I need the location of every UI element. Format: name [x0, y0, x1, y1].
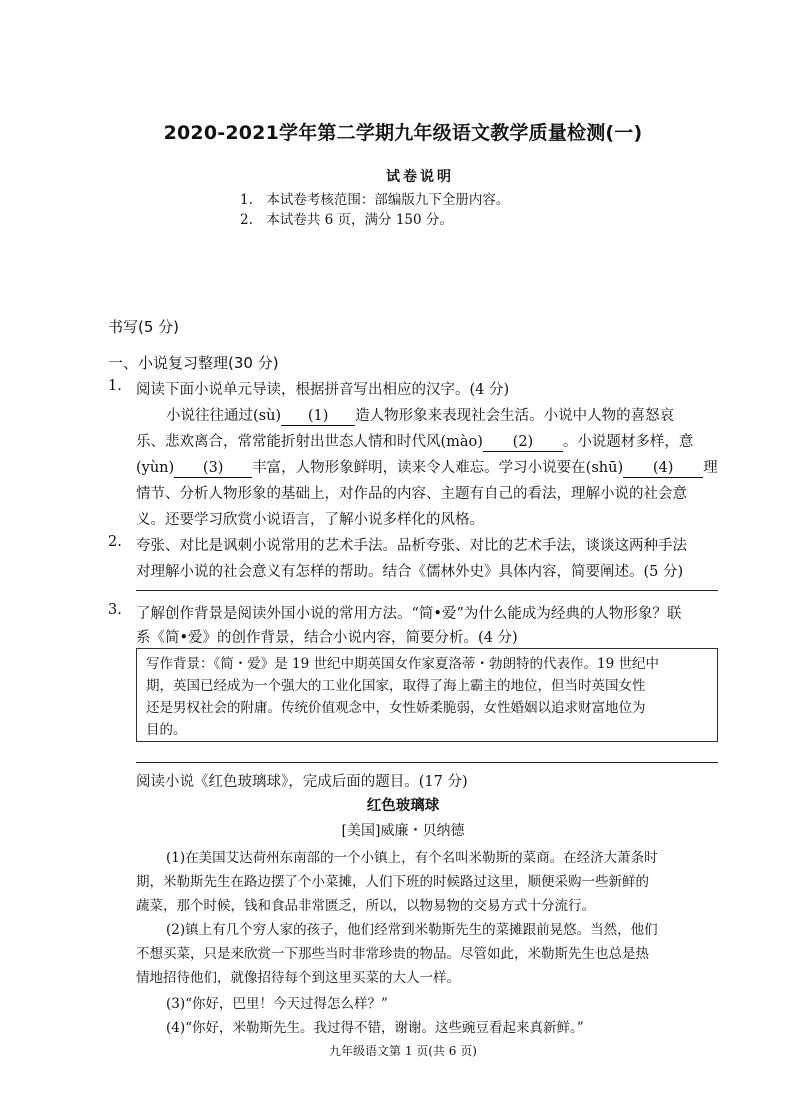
- notice-item: 1. 本试卷考核范围：部编版九下全册内容。: [240, 192, 510, 208]
- passage-line: 义。还要学习欣赏小说语言，了解小说多样化的风格。: [136, 512, 484, 528]
- background-text: 写作背景：《简・爱》是 19 世纪中期英国女作家夏洛蒂・勃朗特的代表作。19 世纪中: [146, 656, 659, 672]
- notice-heading: 试卷说明: [386, 169, 454, 185]
- story-line: (1)在美国艾达荷州东南部的一个小镇上，有个名叫米勒斯的菜商。在经济大萧条时: [166, 850, 658, 866]
- text-segment: 造人物形象来表现社会生活。小说中人物的喜怒哀: [355, 408, 675, 424]
- passage-line: [136, 456, 718, 478]
- question-number: 1.: [108, 378, 122, 394]
- question-number: 2.: [108, 534, 122, 550]
- question-line: 对理解小说的社会意义有怎样的帮助。结合《儒林外史》具体内容，简要阐述。(5 分): [136, 564, 684, 580]
- background-text: 还是男权社会的附庸。传统价值观念中，女性娇柔脆弱，女性婚姻以追求财富地位为: [146, 700, 646, 716]
- text-segment: 。小说题材多样，意: [562, 434, 694, 450]
- page-footer: 九年级语文第 1 页(共 6 页): [329, 1044, 477, 1058]
- story-line: 蔬菜，那个时候，钱和食品非常匮乏，所以，以物易物的交易方式十分流行。: [136, 898, 595, 914]
- story-author: [美国]威廉・贝纳德: [341, 823, 465, 839]
- question-number: 3.: [108, 602, 122, 618]
- text-segment: 乐、悲欢离合，常常能折射出世态人情和时代风(mào): [136, 434, 483, 450]
- text-segment: (yùn): [136, 460, 175, 476]
- story-title: 红色玻璃球: [366, 798, 440, 814]
- notice-item: 2. 本试卷共 6 页，满分 150 分。: [240, 212, 453, 228]
- story-line: 期，米勒斯先生在路边摆了个小菜摊，人们下班的时候路过这里，顺便采购一些新鲜的: [136, 874, 649, 890]
- passage-line: [166, 404, 674, 426]
- story-line: (3)“你好，巴里！今天过得怎么样？”: [166, 996, 388, 1012]
- question-line: 夸张、对比是讽刺小说常用的艺术手法。品析夸张、对比的艺术手法，谈谈这两种手法: [136, 538, 687, 554]
- text-segment: 丰富，人物形象鲜明，读来令人难忘。学习小说要在(shū): [252, 460, 624, 476]
- fill-blank-1[interactable]: (1): [281, 409, 355, 426]
- story-line: 情地招待他们，就像招待每个到这里买菜的大人一样。: [136, 970, 460, 986]
- answer-line[interactable]: [136, 590, 718, 591]
- fill-blank-2[interactable]: (2): [483, 435, 563, 452]
- story-line: (2)镇上有几个穷人家的孩子，他们经常到米勒斯先生的菜摊跟前晃悠。当然，他们: [166, 922, 658, 938]
- text-segment: 小说往往通过(sù): [166, 408, 282, 424]
- page-title: 2020-2021学年第二学期九年级语文教学质量检测(一): [163, 122, 643, 144]
- passage-line: [136, 430, 693, 452]
- fill-blank-3[interactable]: (3): [174, 461, 252, 478]
- question-stem: 阅读下面小说单元导读，根据拼音写出相应的汉字。(4 分): [136, 382, 510, 398]
- answer-line[interactable]: [136, 762, 718, 763]
- fill-blank-4[interactable]: (4): [623, 461, 703, 478]
- story-line: 不想买菜，只是来欣赏一下那些当时非常珍贵的物品。尽管如此，米勒斯先生也总是热: [136, 946, 649, 962]
- question-line: 了解创作背景是阅读外国小说的常用方法。“简•爱”为什么能成为经典的人物形象？联: [136, 606, 682, 622]
- section-heading: 一、小说复习整理(30 分): [108, 354, 279, 372]
- reading-intro: 阅读小说《红色玻璃球》，完成后面的题目。(17 分): [136, 774, 468, 790]
- background-text: 目的。: [146, 722, 187, 738]
- story-line: (4)“你好，米勒斯先生。我过得不错，谢谢。这些豌豆看起来真新鲜。”: [166, 1020, 584, 1036]
- text-segment: 理: [703, 460, 718, 476]
- background-text: 期，英国已经成为一个强大的工业化国家，取得了海上霸主的地位，但当时英国女性: [146, 678, 646, 694]
- passage-line: 情节、分析人物形象的基础上，对作品的内容、主题有自己的看法，理解小说的社会意: [136, 486, 687, 502]
- question-line: 系《简•爱》的创作背景，结合小说内容，简要分析。(4 分): [136, 630, 518, 646]
- writing-score: 书写(5 分): [108, 318, 180, 336]
